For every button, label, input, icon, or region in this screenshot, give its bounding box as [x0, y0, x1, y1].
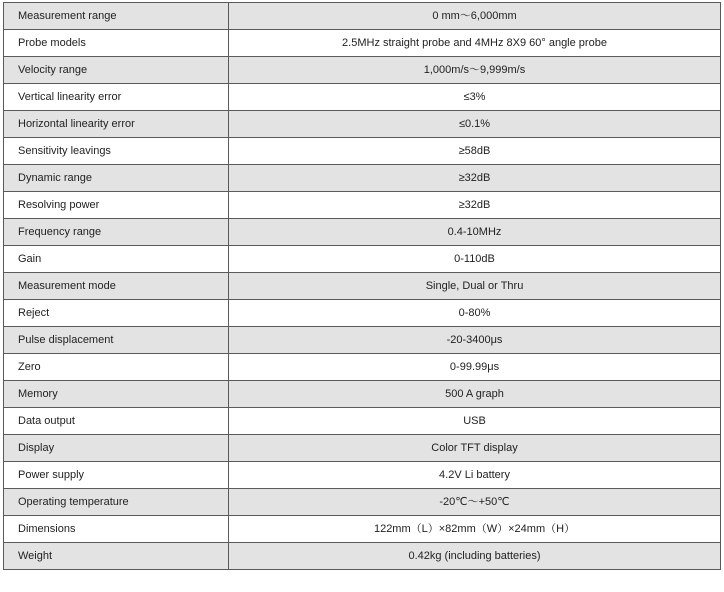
spec-row-dynamic-range — [4, 165, 721, 192]
spec-label: Measurement mode — [4, 273, 229, 300]
spec-label: Velocity range — [4, 57, 229, 84]
spec-label: Pulse displacement — [4, 327, 229, 354]
spec-label: Resolving power — [4, 192, 229, 219]
spec-value: Single, Dual or Thru — [229, 273, 721, 300]
spec-label: Memory — [4, 381, 229, 408]
spec-row-memory — [4, 381, 721, 408]
spec-value: Color TFT display — [229, 435, 721, 462]
spec-label: Power supply — [4, 462, 229, 489]
spec-label: Sensitivity leavings — [4, 138, 229, 165]
spec-label: Dynamic range — [4, 165, 229, 192]
spec-row-operating-temperature — [4, 489, 721, 516]
spec-row-frequency-range — [4, 219, 721, 246]
spec-value: ≤3% — [229, 84, 721, 111]
specifications-table-body — [4, 3, 721, 570]
spec-row-pulse-displacement — [4, 327, 721, 354]
spec-label: Reject — [4, 300, 229, 327]
spec-label: Probe models — [4, 30, 229, 57]
spec-value: ≥32dB — [229, 192, 721, 219]
spec-row-reject — [4, 300, 721, 327]
spec-value: 0-80% — [229, 300, 721, 327]
spec-value: 122mm（L）×82mm（W）×24mm（H） — [229, 516, 721, 543]
spec-row-zero — [4, 354, 721, 381]
spec-value: 0-99.99μs — [229, 354, 721, 381]
spec-row-resolving-power — [4, 192, 721, 219]
spec-value: ≥58dB — [229, 138, 721, 165]
spec-value: 0-110dB — [229, 246, 721, 273]
spec-value: 4.2V Li battery — [229, 462, 721, 489]
spec-value: 0.42kg (including batteries) — [229, 543, 721, 570]
spec-label: Horizontal linearity error — [4, 111, 229, 138]
spec-value: 500 A graph — [229, 381, 721, 408]
spec-label: Measurement range — [4, 3, 229, 30]
spec-row-sensitivity-leavings — [4, 138, 721, 165]
spec-label: Frequency range — [4, 219, 229, 246]
spec-row-horizontal-linearity-error — [4, 111, 721, 138]
spec-value: -20℃〜+50℃ — [229, 489, 721, 516]
spec-row-data-output — [4, 408, 721, 435]
spec-value: ≥32dB — [229, 165, 721, 192]
spec-value: 0 mm〜6,000mm — [229, 3, 721, 30]
specifications-table — [3, 2, 721, 570]
spec-label: Vertical linearity error — [4, 84, 229, 111]
spec-value: 1,000m/s〜9,999m/s — [229, 57, 721, 84]
spec-row-measurement-mode — [4, 273, 721, 300]
spec-row-weight — [4, 543, 721, 570]
spec-row-velocity-range — [4, 57, 721, 84]
spec-row-measurement-range — [4, 3, 721, 30]
spec-value: 0.4-10MHz — [229, 219, 721, 246]
spec-row-gain — [4, 246, 721, 273]
spec-label: Display — [4, 435, 229, 462]
spec-label: Dimensions — [4, 516, 229, 543]
spec-value: USB — [229, 408, 721, 435]
spec-value: 2.5MHz straight probe and 4MHz 8X9 60° angle probe — [229, 30, 721, 57]
spec-row-dimensions — [4, 516, 721, 543]
spec-row-vertical-linearity-error — [4, 84, 721, 111]
spec-label: Weight — [4, 543, 229, 570]
spec-label: Operating temperature — [4, 489, 229, 516]
spec-value: ≤0.1% — [229, 111, 721, 138]
spec-row-probe-models — [4, 30, 721, 57]
spec-row-display — [4, 435, 721, 462]
spec-label: Zero — [4, 354, 229, 381]
spec-label: Gain — [4, 246, 229, 273]
spec-value: -20-3400μs — [229, 327, 721, 354]
spec-row-power-supply — [4, 462, 721, 489]
spec-label: Data output — [4, 408, 229, 435]
